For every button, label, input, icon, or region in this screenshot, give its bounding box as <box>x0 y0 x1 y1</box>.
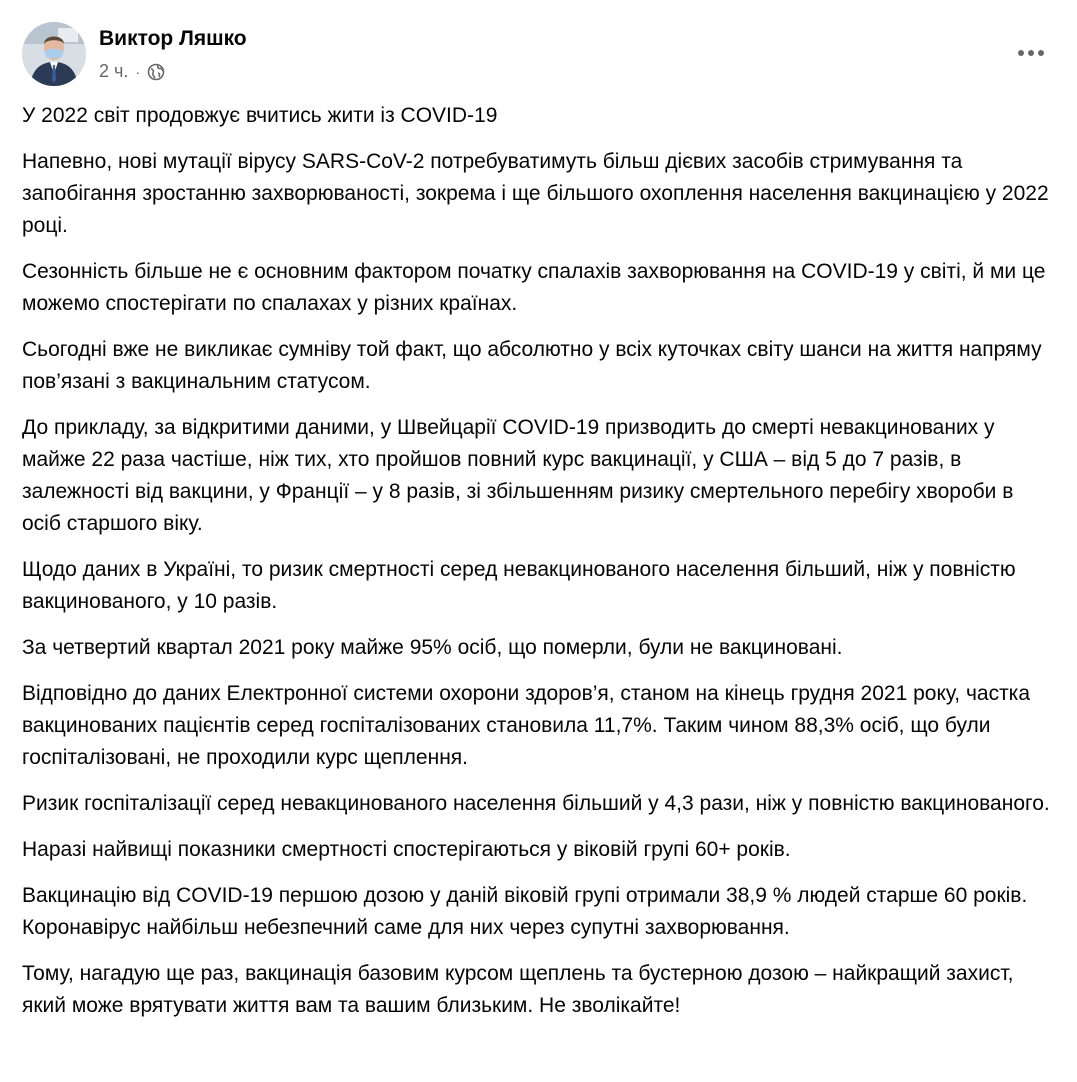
avatar-photo <box>22 22 86 86</box>
post-paragraph: Сьогодні вже не викликає сумніву той факт, що абсолютно у всіх куточках світу шанси на життя напряму пов’язані з вакцинальним статусом. <box>22 338 1042 393</box>
post-paragraph: Ризик госпіталізації серед невакцинованого населення більший у 4,3 рази, ніж у повністю вакцинованого. <box>22 792 1050 815</box>
post-meta <box>99 61 165 82</box>
meta-separator: · <box>135 63 141 80</box>
post-paragraph: Тому, нагадую ще раз, вакцинація базовим курсом щеплень та бустерною дозою – найкращий захист, який може врятувати життя вам та вашим близьким. Не зволікайте! <box>22 962 1014 1017</box>
post-paragraph: Відповідно до даних Електронної системи охорони здоров’я, станом на кінець грудня 2021 року, частка вакцинованих пацієнтів серед госпіталізованих становила 11,7%. Таким чином 88,3% осіб, що були госпіталізовані, не проходили курс щеплення. <box>22 682 1031 769</box>
post-paragraph: У 2022 світ продовжує вчитись жити із COVID-19 <box>22 104 498 127</box>
post-header <box>22 22 1059 88</box>
post-body <box>22 100 1057 1036</box>
author-name[interactable]: Виктор Ляшко <box>99 27 247 50</box>
post-paragraph: Вакцинацію від COVID-19 першою дозою у даній віковій групі отримали 38,9 % людей старше 60 років. Коронавірус найбільш небезпечний саме для них через супутні захворювання. <box>22 884 1028 939</box>
post-time[interactable]: 2 ч. <box>99 61 129 81</box>
avatar[interactable] <box>22 22 86 86</box>
more-options-icon[interactable] <box>1011 36 1051 70</box>
globe-icon[interactable] <box>147 63 165 81</box>
post-paragraph: До прикладу, за відкритими даними, у Швейцарії COVID-19 призводить до смерті невакцинованих у майже 22 раза частіше, ніж тих, хто пройшов повний курс вакцинації, у США – від 5 до 7 разів, в залежності від вакцини, у Франції – у 8 разів, зі збільшенням ризику смертельного перебігу хвороби в осіб старшого віку. <box>22 416 1014 535</box>
post-paragraph: Сезонність більше не є основним фактором початку спалахів захворювання на COVID-19 у світі, й ми це можемо спостерігати по спалахах у різних країнах. <box>22 260 1046 315</box>
post-paragraph: Щодо даних в Україні, то ризик смертності серед невакцинованого населення більший, ніж у повністю вакцинованого, у 10 разів. <box>22 558 1016 613</box>
post-paragraph: Напевно, нові мутації вірусу SARS-CoV-2 потребуватимуть більш дієвих засобів стримування та запобігання зростанню захворюваності, зокрема і ще більшого охоплення населення вакцинацією у 2022 році. <box>22 150 1049 237</box>
post-paragraph: За четвертий квартал 2021 року майже 95% осіб, що померли, були не вакциновані. <box>22 636 843 659</box>
post-paragraph: Наразі найвищі показники смертності спостерігаються у віковій групі 60+ років. <box>22 838 791 861</box>
